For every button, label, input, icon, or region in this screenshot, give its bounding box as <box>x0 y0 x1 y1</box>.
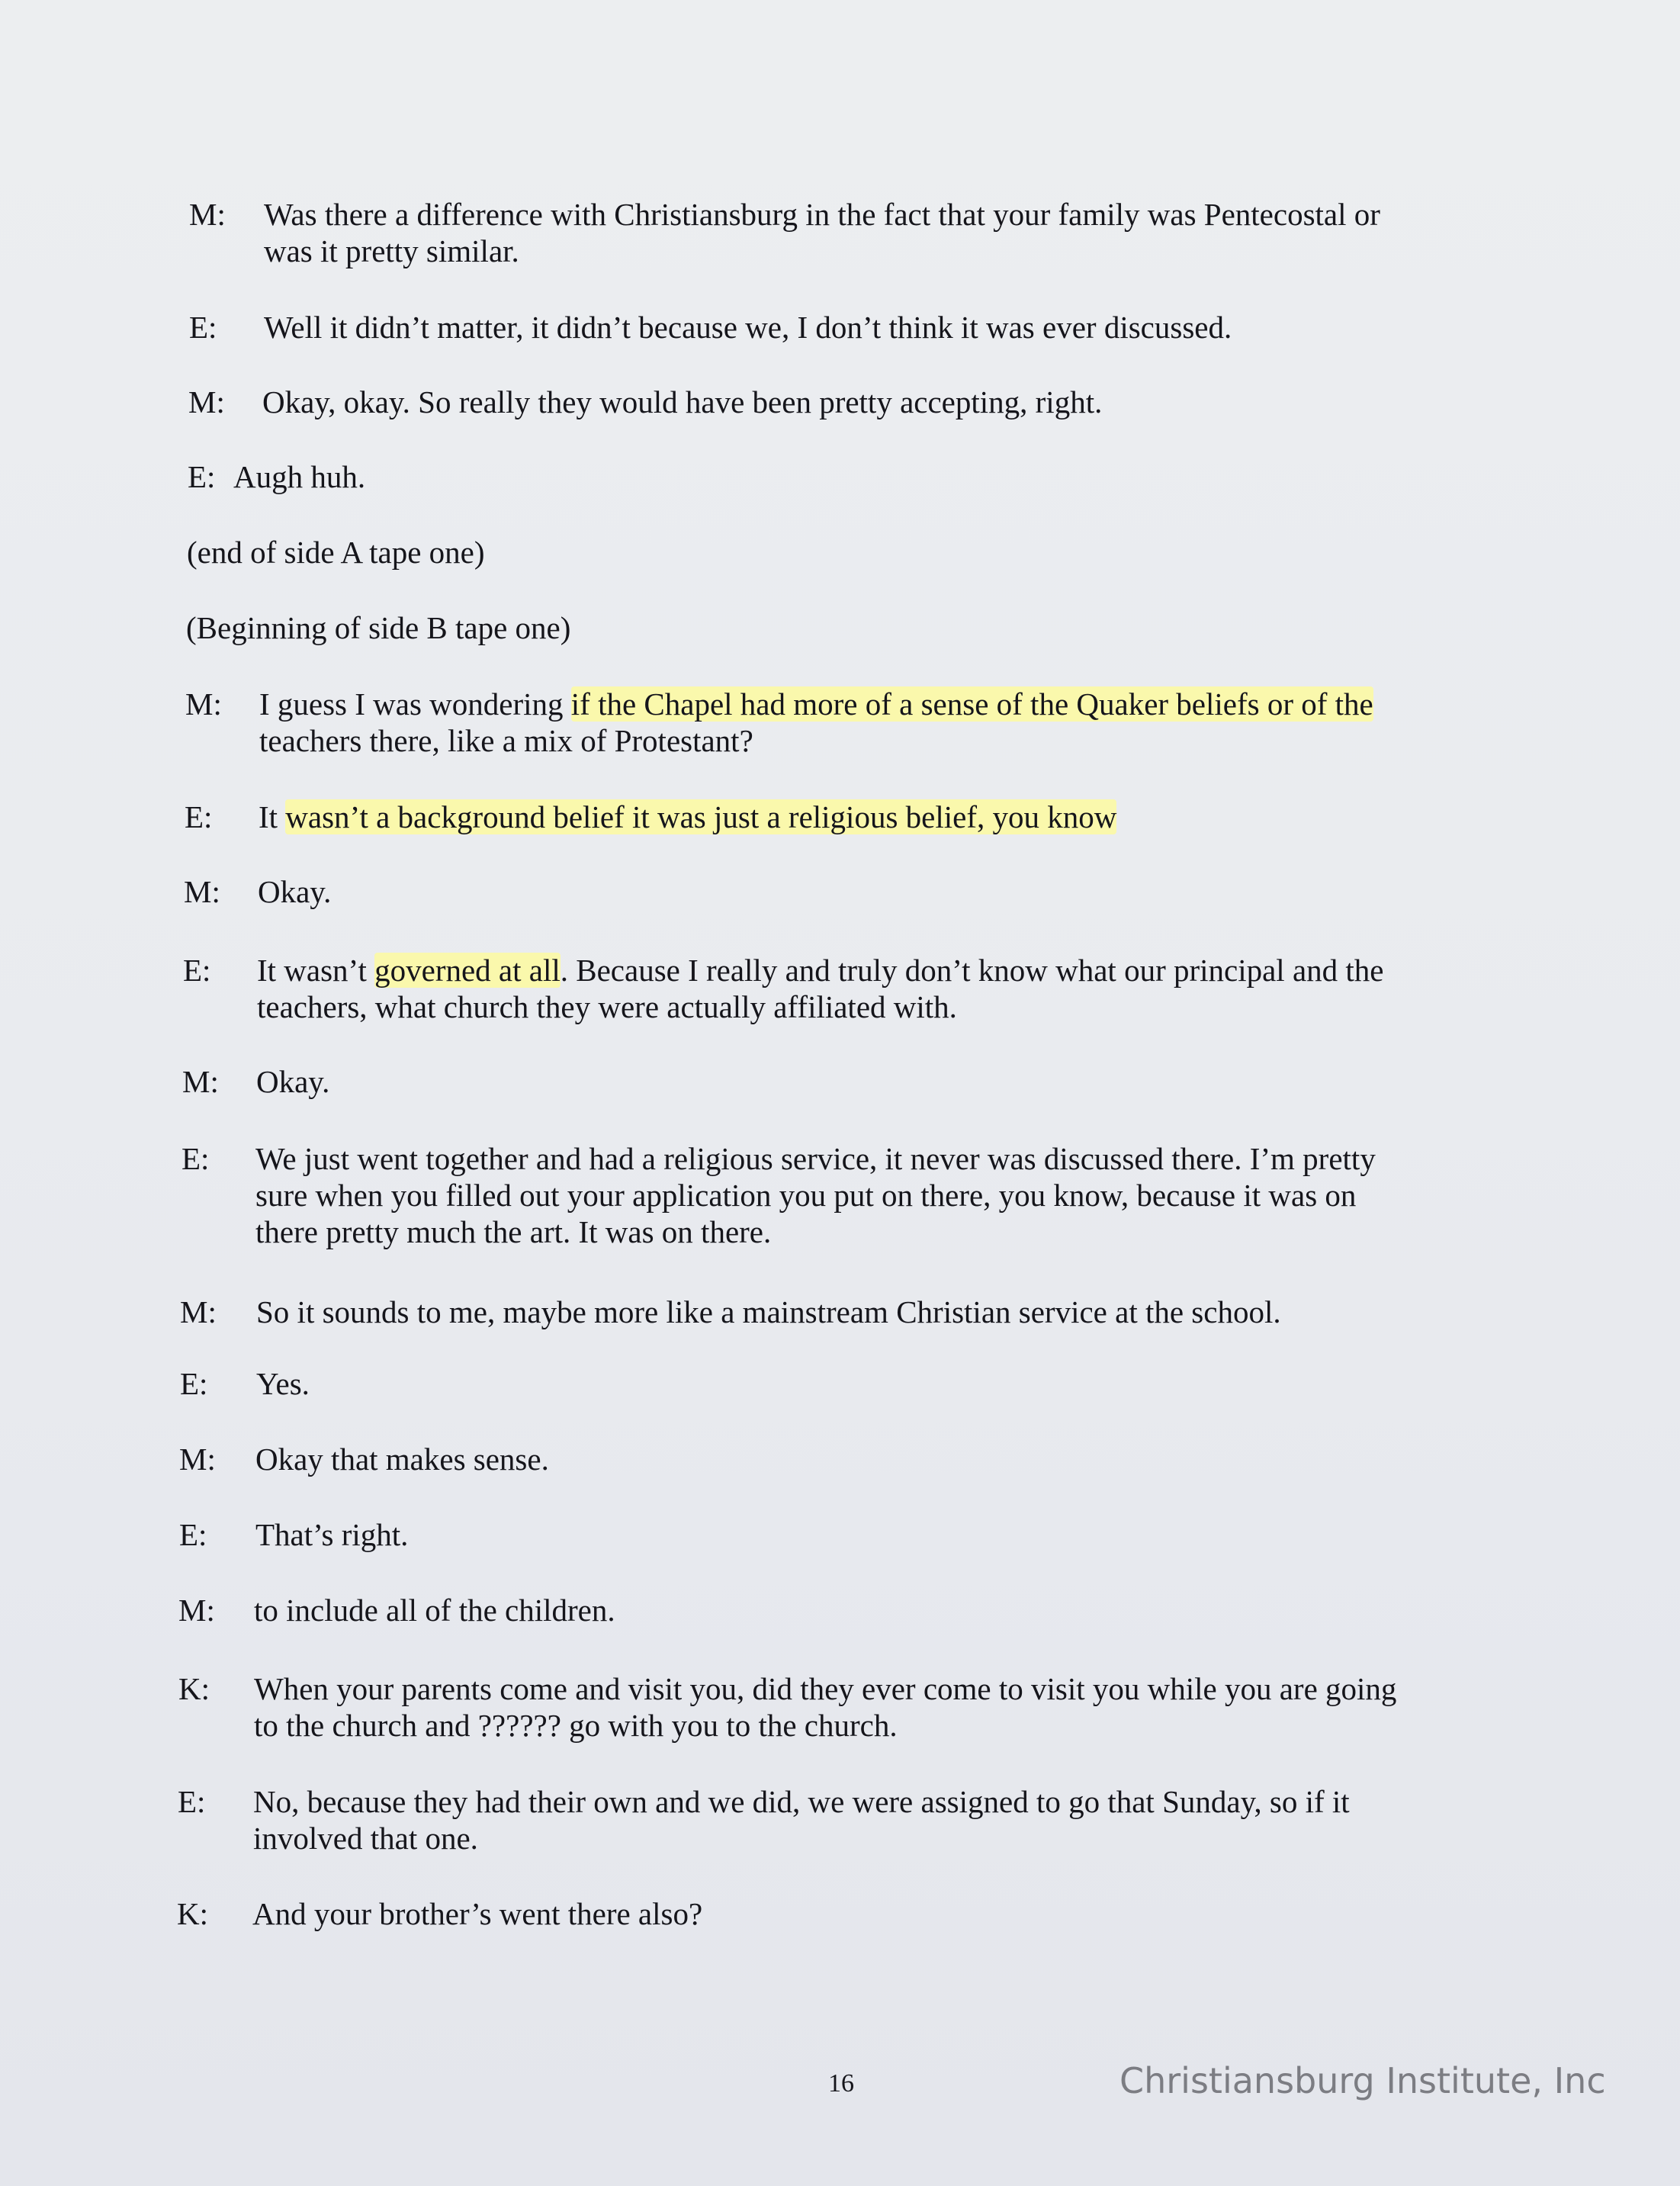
speaker-label: M: <box>182 1064 219 1099</box>
text-line <box>257 952 1383 989</box>
speaker-label: M: <box>185 686 222 722</box>
highlighted-text: if the Chapel had more of a sense of the Quaker beliefs or of the <box>570 686 1373 722</box>
speaker-label: E: <box>180 1366 208 1401</box>
text-line: sure when you filled out your application you put on there, you know, because it was on <box>255 1178 1357 1213</box>
text-line: Well it didn’t matter, it didn’t because we, I don’t think it was ever discussed. <box>264 310 1232 345</box>
speaker-label: M: <box>180 1294 217 1329</box>
speaker-label: M: <box>184 874 220 909</box>
text-line: No, because they had their own and we did, we were assigned to go that Sunday, so if it <box>253 1784 1350 1819</box>
text-line: That’s right. <box>255 1517 409 1552</box>
text-line <box>259 799 1116 835</box>
text-line: So it sounds to me, maybe more like a mainstream Christian service at the school. <box>256 1294 1281 1329</box>
speaker-label: E: <box>178 1784 206 1819</box>
text-line: teachers, what church they were actually affiliated with. <box>257 989 957 1024</box>
entry-text <box>264 196 1380 269</box>
entry-text <box>233 458 365 495</box>
speaker-label: M: <box>189 197 226 232</box>
speaker-label: E: <box>183 953 211 988</box>
tape-note: (Beginning of side B tape one) <box>186 610 571 645</box>
entry-text <box>258 873 331 910</box>
text-line: Okay that makes sense. <box>255 1442 549 1477</box>
speaker-label: E: <box>188 459 216 494</box>
text-line: Okay. <box>258 874 332 909</box>
speaker-label: E: <box>185 799 213 834</box>
speaker-label: E: <box>189 310 217 345</box>
speaker-label: E: <box>181 1141 210 1176</box>
entry-text <box>256 1294 1281 1330</box>
entry-text <box>264 309 1232 346</box>
text-segment: . Because I really and truly don’t know what our principal and the <box>560 953 1384 988</box>
entry-text <box>255 1516 408 1553</box>
entry-text <box>256 1063 329 1100</box>
text-line: there pretty much the art. It was on there. <box>255 1214 772 1249</box>
text-line: Augh huh. <box>233 459 366 494</box>
text-line: And your brother’s went there also? <box>252 1896 703 1931</box>
text-line: Okay. <box>256 1064 330 1099</box>
entry-text <box>252 1895 702 1932</box>
text-line: Yes. <box>256 1366 310 1401</box>
watermark: Christiansburg Institute, Inc <box>1119 2060 1606 2101</box>
speaker-label: M: <box>178 1593 215 1628</box>
text-line: Okay, okay. So really they would have been pretty accepting, right. <box>262 384 1103 420</box>
highlighted-text: wasn’t a background belief it was just a religious belief, you know <box>285 799 1117 834</box>
highlighted-text: governed at all <box>374 953 561 988</box>
entry-text <box>255 1441 549 1477</box>
text-line: involved that one. <box>253 1821 478 1856</box>
tape-note: (end of side A tape one) <box>187 535 485 570</box>
text-line: was it pretty similar. <box>264 233 519 268</box>
text-line: Was there a difference with Christiansburg in the fact that your family was Pentecostal or <box>264 197 1380 232</box>
entry-text <box>259 799 1116 835</box>
text-line <box>259 686 1373 722</box>
entry-text <box>254 1592 615 1628</box>
entry-text <box>257 952 1383 1025</box>
text-line: to include all of the children. <box>254 1593 615 1628</box>
speaker-label: K: <box>177 1896 208 1931</box>
entry-text <box>253 1783 1350 1856</box>
text-line: When your parents come and visit you, did they ever come to visit you while you are going <box>254 1671 1397 1706</box>
speaker-label: E: <box>179 1517 207 1552</box>
text-segment: It wasn’t <box>257 953 375 988</box>
entry-text <box>256 1365 310 1402</box>
text-segment: I guess I was wondering <box>259 686 571 722</box>
entry-text <box>262 384 1102 420</box>
text-line: We just went together and had a religious service, it never was discussed there. I’m pretty <box>255 1141 1376 1176</box>
speaker-label: K: <box>178 1671 210 1706</box>
text-line: teachers there, like a mix of Protestant? <box>259 723 753 758</box>
text-segment: It <box>259 799 286 834</box>
text-line: to the church and ?????? go with you to the church. <box>254 1708 898 1743</box>
entry-text <box>254 1670 1396 1744</box>
speaker-label: M: <box>188 384 225 420</box>
entry-text <box>255 1140 1376 1250</box>
page-number: 16 <box>828 2069 854 2098</box>
entry-text <box>259 686 1373 759</box>
speaker-label: M: <box>179 1442 216 1477</box>
